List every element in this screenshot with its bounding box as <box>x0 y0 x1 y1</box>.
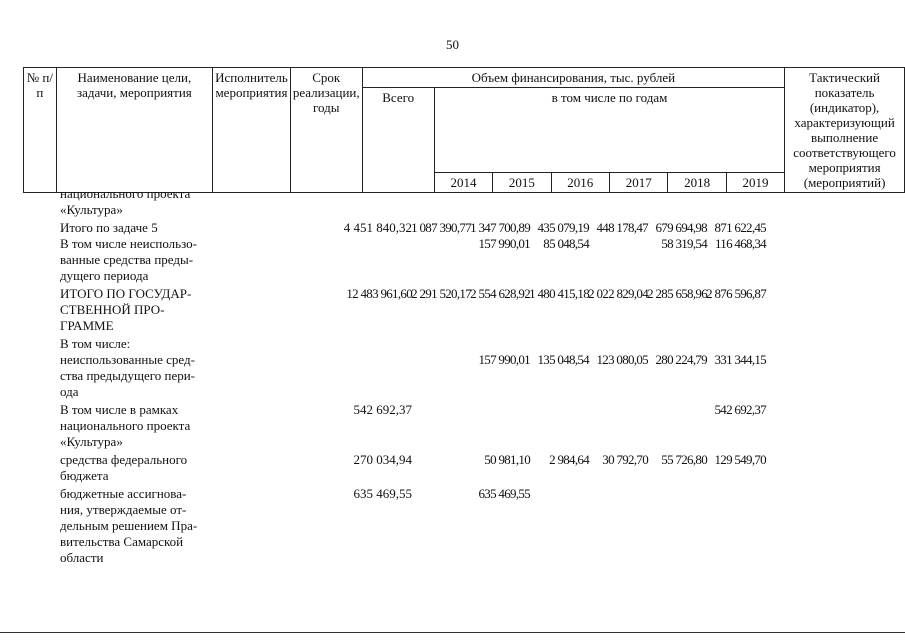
header-year-2019: 2019 <box>726 173 784 193</box>
value-2018: 55 726,80 <box>661 452 707 467</box>
header-year-2016: 2016 <box>551 173 609 193</box>
value-2017: 30 792,70 <box>602 452 648 467</box>
header-year-2015: 2015 <box>493 173 551 193</box>
value-2017: 2 022 829,04 <box>588 286 648 301</box>
value-2016: 1 480 415,18 <box>529 286 589 301</box>
header-total: Всего <box>362 88 434 193</box>
page-bottom-rule <box>0 632 905 633</box>
value-2016: 435 079,19 <box>537 220 589 235</box>
value-2017: 123 080,05 <box>596 352 648 367</box>
header-no: № п/п <box>24 68 57 193</box>
value-2015: 157 990,01 <box>478 352 530 367</box>
value-2015: 635 469,55 <box>478 486 530 501</box>
value-2019: 331 344,15 <box>714 352 766 367</box>
value-2018: 679 694,98 <box>655 220 707 235</box>
value-2015: 1 347 700,89 <box>470 220 530 235</box>
value-2016: 2 984,64 <box>549 452 589 467</box>
header-name: Наименование цели, задачи, мероприятия <box>56 68 212 193</box>
value-total: 12 483 961,60 <box>346 286 412 301</box>
value-2016: 135 048,54 <box>537 352 589 367</box>
header-term: Срок реализации, годы <box>290 68 362 193</box>
value-2019: 129 549,70 <box>714 452 766 467</box>
row-name: В том числе: неиспользованные сред- ства предыдущего пери- ода <box>60 336 196 399</box>
value-total: 542 692,37 <box>353 402 412 417</box>
row-name: В том числе в рамках национального проекта «Культура» <box>60 402 191 449</box>
row-name: ИТОГО ПО ГОСУДАР- СТВЕННОЙ ПРО- ГРАММЕ <box>60 286 192 333</box>
header-year-2017: 2017 <box>610 173 668 193</box>
header-year-2018: 2018 <box>668 173 726 193</box>
row-name: В том числе неиспользо- ванные средства преды- дущего периода <box>60 236 197 283</box>
value-total: 270 034,94 <box>353 452 412 467</box>
value-2014: 2 291 520,17 <box>411 286 471 301</box>
value-total: 4 451 840,32 <box>343 220 412 235</box>
row-name: Итого по задаче 5 <box>60 220 158 235</box>
header-indicator: Тактический показатель (индикатор), характеризующий выполнение соответствующего мероприятия (мероприятий) <box>785 68 905 193</box>
row-name: средства федерального бюджета <box>60 452 188 483</box>
header-executor: Исполнитель мероприятия <box>213 68 291 193</box>
value-total: 635 469,55 <box>353 486 412 501</box>
value-2016: 85 048,54 <box>543 236 589 251</box>
value-2015: 2 554 628,92 <box>470 286 530 301</box>
value-2018: 280 224,79 <box>655 352 707 367</box>
row-name: бюджетные ассигнова- ния, утверждаемые от- дельным решением Пра- вительства Самарской области <box>60 486 198 565</box>
value-2019: 542 692,37 <box>714 402 766 417</box>
header-funding: Объем финансирования, тыс. рублей <box>362 68 785 88</box>
value-2019: 871 622,45 <box>714 220 766 235</box>
value-2018: 58 319,54 <box>661 236 707 251</box>
value-2014: 1 087 390,77 <box>411 220 471 235</box>
value-2015: 50 981,10 <box>484 452 530 467</box>
value-2017: 448 178,47 <box>596 220 648 235</box>
header-by-years: в том числе по годам <box>434 88 784 173</box>
page-number: 50 <box>446 37 459 52</box>
value-2019: 116 468,34 <box>714 236 766 251</box>
row-name: национального проекта «Культура» <box>60 186 191 217</box>
value-2015: 157 990,01 <box>478 236 530 251</box>
value-2019: 2 876 596,87 <box>706 286 766 301</box>
header-year-2014: 2014 <box>434 173 492 193</box>
value-2018: 2 285 658,96 <box>647 286 707 301</box>
